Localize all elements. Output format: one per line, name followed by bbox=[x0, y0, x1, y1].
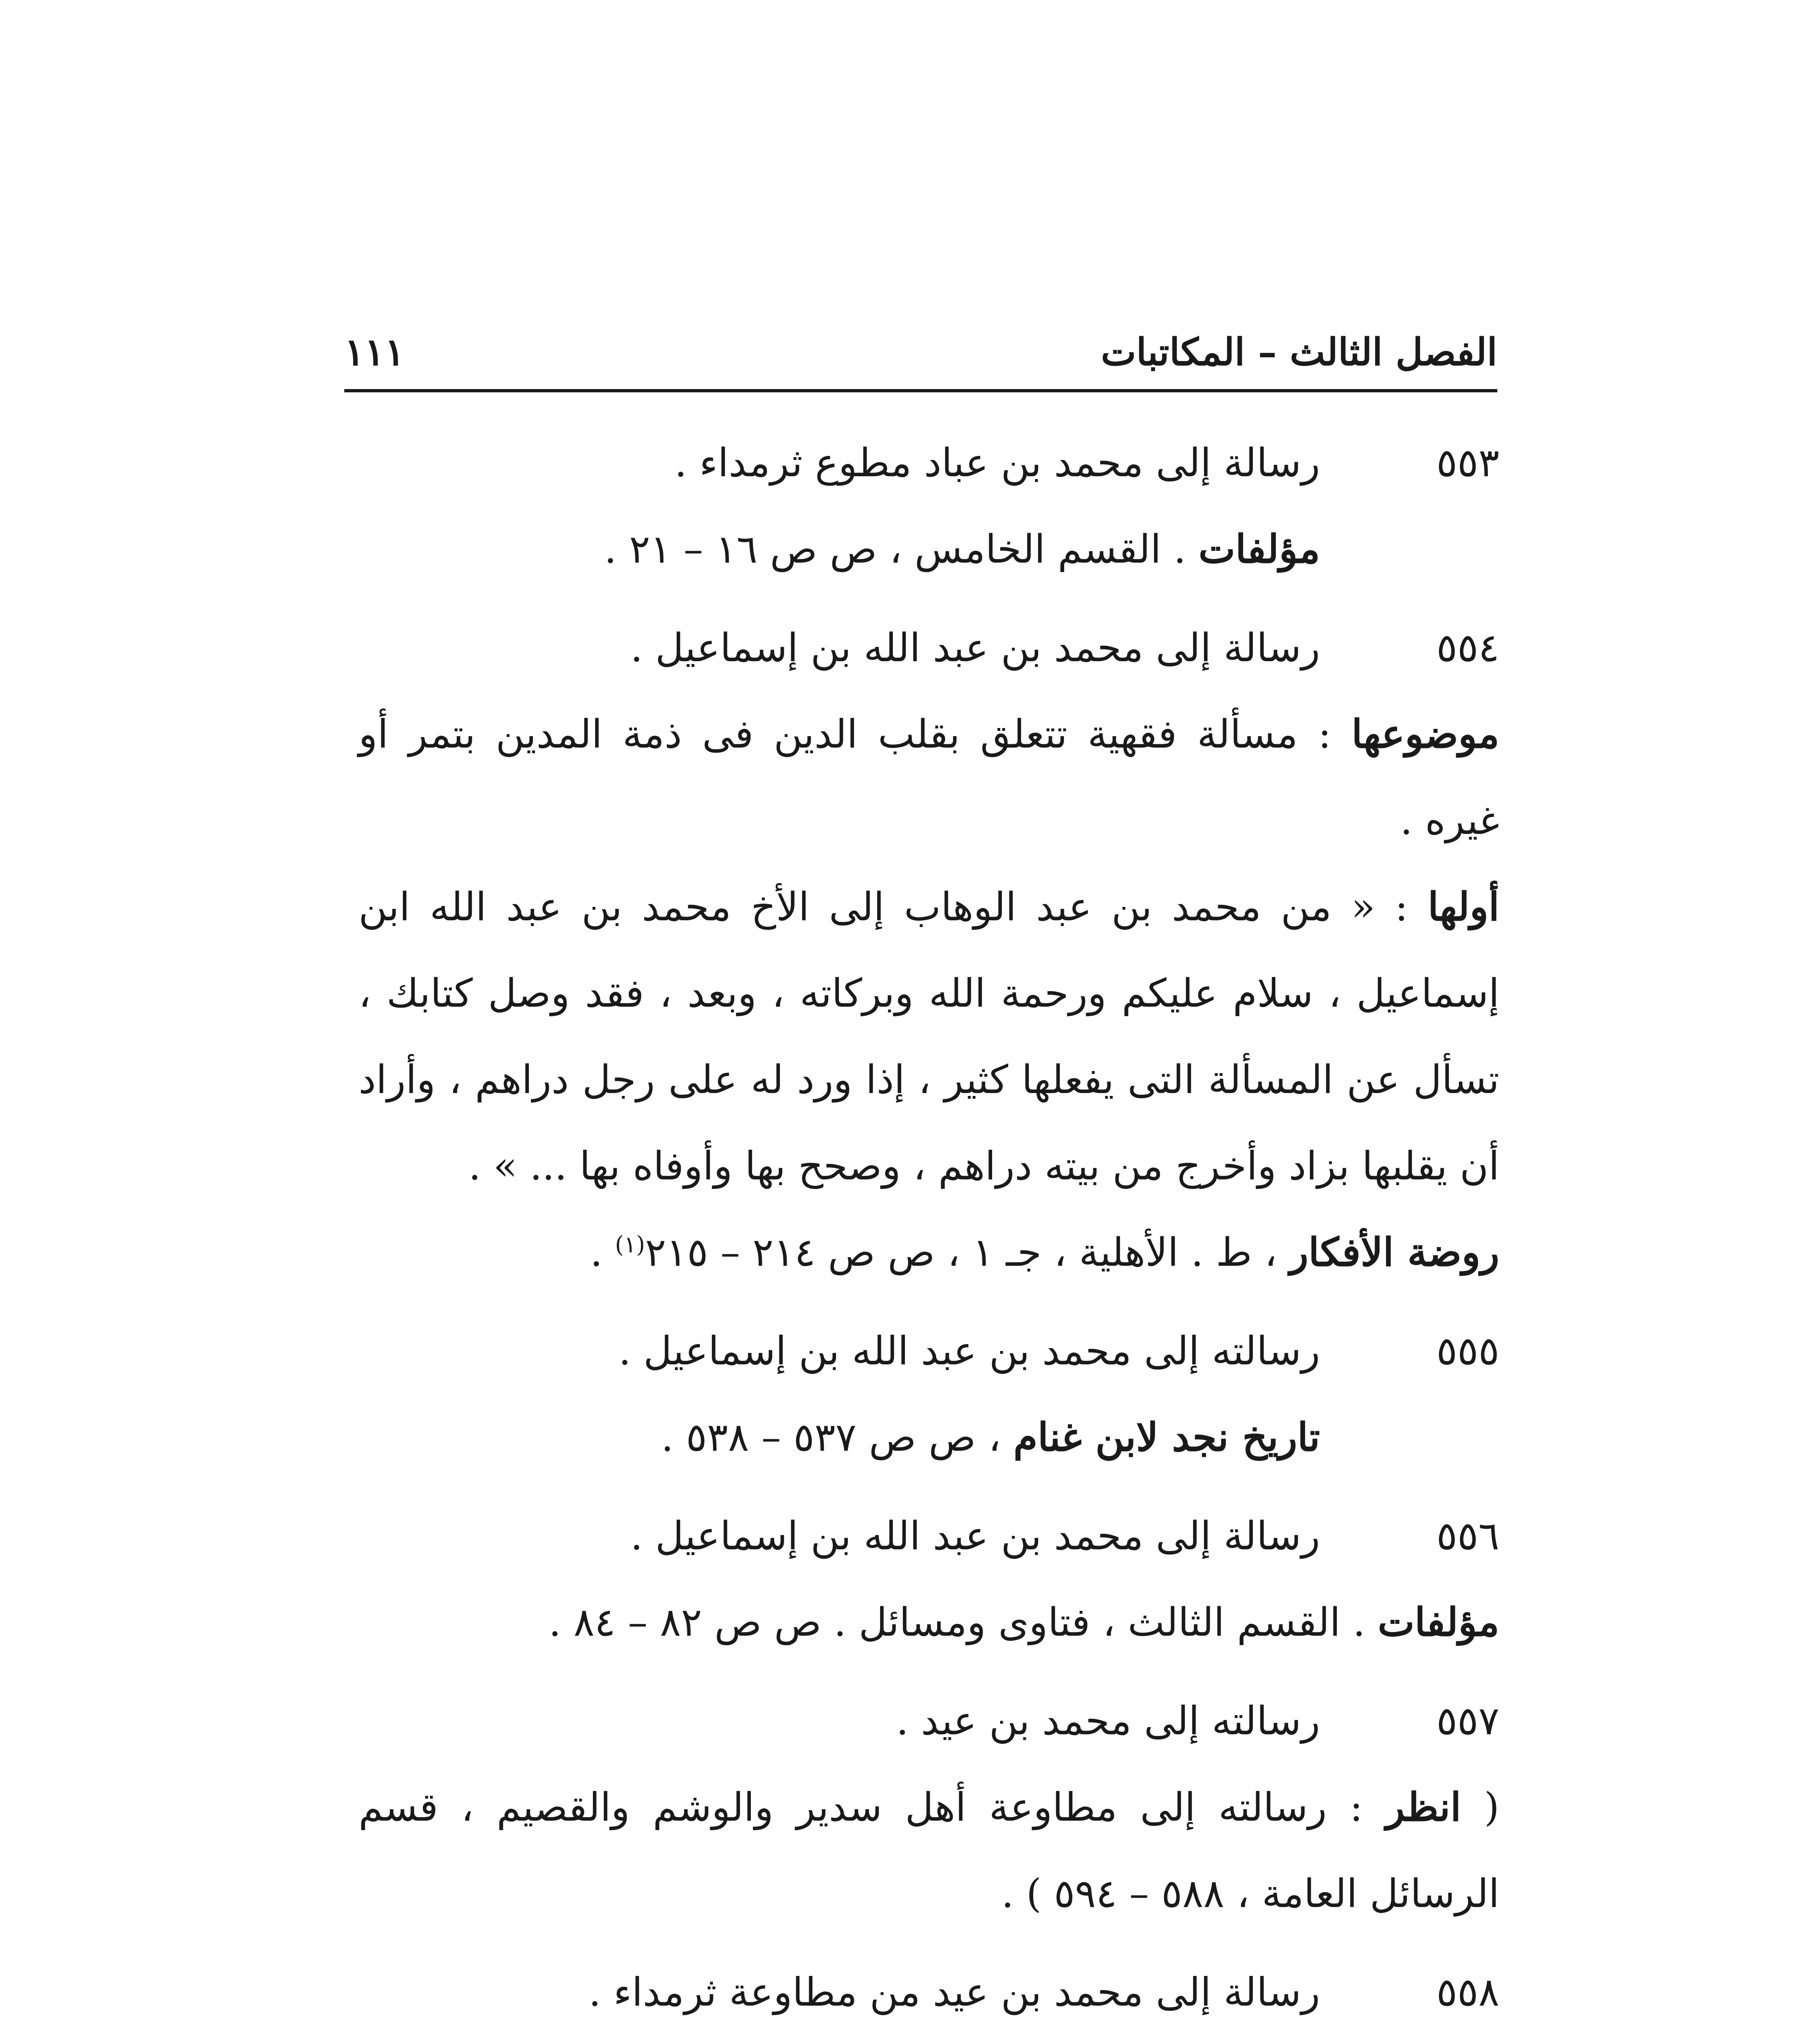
entry-555 bbox=[359, 1308, 1499, 1480]
entry-source bbox=[359, 1579, 1499, 1665]
entry-558 bbox=[359, 1949, 1499, 2037]
opening-text: : « من محمد بن عبد الوهاب إلى الأخ محمد بن عبد الله ابن إسماعيل ، سلام عليكم ورحمة الله وبركاته ، وبعد ، فقد وصل كتابك ، تسأل عن المسألة التى يفعلها كثير ، إذا ورد له على رجل دراهم ، وأراد أن يقلبها بزاد وأخرج من بيته دراهم ، وصحح بها وأوفاه بها ... » . bbox=[359, 884, 1500, 1189]
entry-heading bbox=[359, 420, 1499, 506]
entry-subject bbox=[359, 2035, 1499, 2037]
entry-opening bbox=[359, 864, 1499, 1209]
footnote-reference: (١) bbox=[615, 1232, 645, 1258]
source-details: ، ص ص ٥٣٧ – ٥٣٨ . bbox=[661, 1414, 1014, 1460]
entry-553 bbox=[359, 420, 1499, 592]
entry-number: ٥٥٨ bbox=[1436, 1969, 1499, 2015]
entry-number: ٥٥٥ bbox=[1436, 1328, 1499, 1374]
entry-title: رسالة إلى محمد بن عبد الله بن إسماعيل . bbox=[630, 625, 1320, 671]
entry-heading bbox=[359, 1678, 1499, 1764]
source-title: مؤلفات bbox=[1198, 526, 1320, 572]
entry-556 bbox=[359, 1493, 1499, 1665]
page-header bbox=[344, 322, 1497, 383]
header-divider bbox=[344, 389, 1497, 392]
source-details: . القسم الثالث ، فتاوى ومسائل . ص ص ٨٢ – ٨٤ . bbox=[548, 1599, 1378, 1645]
entry-source bbox=[359, 1209, 1499, 1296]
cross-reference-text: : رسالته إلى مطاوعة أهل سدير والوشم والقصيم ، قسم الرسائل العامة ، ٥٨٨ – ٥٩٤ ) . bbox=[359, 1784, 1499, 1916]
entry-number: ٥٥٦ bbox=[1436, 1513, 1499, 1559]
see-label: انظر bbox=[1386, 1784, 1461, 1830]
page-number: ١١١ bbox=[344, 330, 405, 374]
entry-number: ٥٥٤ bbox=[1436, 625, 1499, 671]
entry-heading bbox=[359, 1308, 1499, 1394]
chapter-title: الفصل الثالث – المكاتبات bbox=[1100, 330, 1497, 374]
source-tail: . bbox=[590, 1230, 615, 1275]
entry-554 bbox=[359, 605, 1499, 1296]
opening-label: أولها bbox=[1428, 884, 1499, 930]
entry-source bbox=[359, 1394, 1499, 1480]
entry-source bbox=[359, 506, 1499, 592]
paren-open: ( bbox=[1461, 1784, 1500, 1830]
source-title: مؤلفات bbox=[1378, 1599, 1499, 1645]
entry-title: رسالته إلى محمد بن عبد الله بن إسماعيل . bbox=[618, 1328, 1320, 1374]
source-title: روضة الأفكار bbox=[1289, 1229, 1499, 1275]
entry-cross-reference bbox=[359, 1764, 1499, 1937]
entry-title: رسالة إلى محمد بن عيد من مطاوعة ثرمداء . bbox=[588, 1969, 1320, 2015]
entry-number: ٥٥٧ bbox=[1436, 1698, 1499, 1744]
source-details: ، ط . الأهلية ، جـ ١ ، ص ص ٢١٤ – ٢١٥ bbox=[645, 1230, 1290, 1275]
entry-title: رسالته إلى محمد بن عيد . bbox=[896, 1698, 1320, 1744]
entry-heading bbox=[359, 1949, 1499, 2035]
entry-number: ٥٥٣ bbox=[1436, 440, 1499, 486]
source-details: . القسم الخامس ، ص ص ١٦ – ٢١ . bbox=[604, 526, 1199, 572]
entry-title: رسالة إلى محمد بن عباد مطوع ثرمداء . bbox=[674, 440, 1320, 486]
entries-list bbox=[359, 420, 1499, 2037]
subject-label: موضوعها bbox=[1351, 711, 1499, 757]
entry-subject bbox=[359, 691, 1499, 864]
entry-title: رسالة إلى محمد بن عبد الله بن إسماعيل . bbox=[630, 1513, 1320, 1559]
entry-heading bbox=[359, 605, 1499, 691]
entry-557 bbox=[359, 1678, 1499, 1937]
source-title: تاريخ نجد لابن غنام bbox=[1013, 1414, 1320, 1460]
subject-text: : مسألة فقهية تتعلق بقلب الدين فى ذمة المدين بتمر أو غيره . bbox=[359, 711, 1499, 843]
entry-heading bbox=[359, 1493, 1499, 1579]
